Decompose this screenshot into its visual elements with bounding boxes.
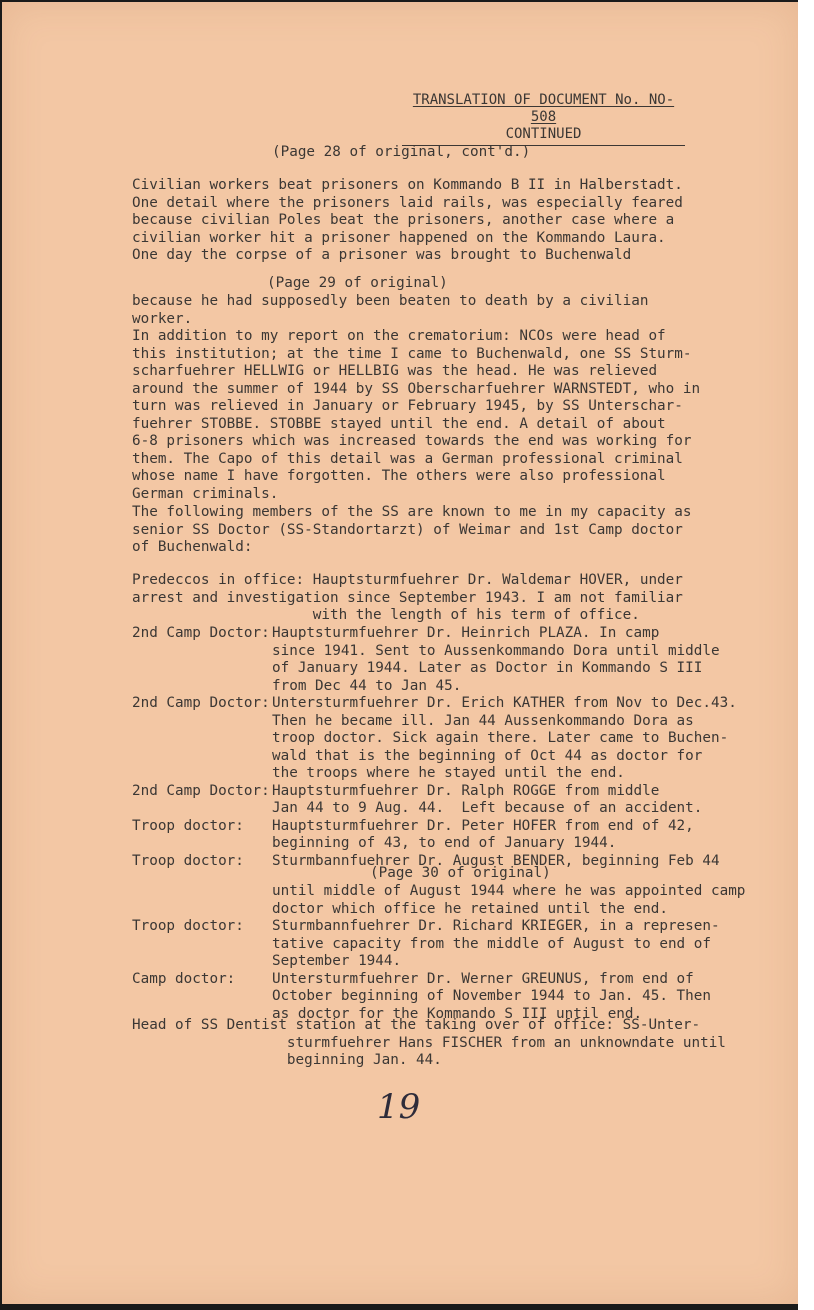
- role-label: Troop doctor:: [132, 918, 244, 934]
- text-line: 6-8 prisoners which was increased towards the end was working for: [132, 433, 692, 449]
- predecessor-entry: [132, 572, 683, 625]
- role-description: Sturmbannfuehrer Dr. Richard KRIEGER, in a represen-: [272, 918, 720, 934]
- handwritten-page-number: 19: [377, 1087, 421, 1127]
- role-description: wald that is the beginning of Oct 44 as doctor for: [272, 747, 703, 764]
- document-header: [402, 92, 685, 146]
- role-description: October beginning of November 1944 to Jan. 45. Then: [272, 988, 711, 1004]
- role-description: until middle of August 1944 where he was appointed camp: [272, 883, 746, 899]
- role-description: September 1944.: [272, 953, 402, 969]
- text-line: of Buchenwald:: [132, 539, 253, 555]
- role-label: 2nd Camp Doctor:: [132, 695, 270, 711]
- text-line: In addition to my report on the crematorium: NCOs were head of: [132, 328, 666, 344]
- text-line: because he had supposedly been beaten to death by a civilian: [132, 293, 649, 309]
- role-description: Untersturmfuehrer Dr. Werner GREUNUS, from end of: [272, 970, 694, 987]
- role-description: tative capacity from the middle of August to end of: [272, 935, 711, 952]
- paragraph-2: [132, 293, 700, 503]
- text-line: worker.: [132, 310, 193, 327]
- text-line: around the summer of 1944 by SS Oberscharfuehrer WARNSTEDT, who in: [132, 380, 701, 397]
- text-line: Civilian workers beat prisoners on Kommando B II in Halberstadt.: [132, 177, 683, 193]
- text-line: One day the corpse of a prisoner was brought to Buchenwald: [132, 247, 632, 263]
- paragraph-3: [132, 504, 691, 557]
- text-line: senior SS Doctor (SS-Standortarzt) of Weimar and 1st Camp doctor: [132, 521, 683, 538]
- text-line: whose name I have forgotten. The others were also professional: [132, 468, 666, 484]
- role-label: Camp doctor:: [132, 970, 236, 987]
- role-description: Sturmbannfuehrer Dr. August BENDER, beginning Feb 44: [272, 852, 720, 869]
- text-line: One detail where the prisoners laid rails, was especially feared: [132, 194, 683, 211]
- role-label: Troop doctor:: [132, 817, 244, 834]
- role-description: doctor which office he retained until the end.: [272, 900, 668, 917]
- role-description: Hauptsturmfuehrer Dr. Ralph ROGGE from middle: [272, 782, 660, 799]
- dentist-entry: [132, 1017, 726, 1070]
- role-label: Troop doctor:: [132, 852, 244, 869]
- text-line: The following members of the SS are known to me in my capacity as: [132, 504, 692, 520]
- text-line: Predeccos in office: Hauptsturmfuehrer Dr. Waldemar HOVER, under: [132, 572, 683, 588]
- role-label: 2nd Camp Doctor:: [132, 782, 270, 799]
- role-description: Hauptsturmfuehrer Dr. Peter HOFER from end of 42,: [272, 817, 694, 834]
- text-line: beginning Jan. 44.: [132, 1052, 442, 1068]
- text-line: turn was relieved in January or February 1945, by SS Unterschar-: [132, 398, 683, 414]
- role-description: Hauptsturmfuehrer Dr. Heinrich PLAZA. In camp: [272, 625, 660, 641]
- role-description: the troops where he stayed until the end.: [272, 765, 625, 781]
- text-line: civilian worker hit a prisoner happened on the Kommando Laura.: [132, 229, 666, 246]
- document-page: [2, 2, 798, 1304]
- text-line: scharfuehrer HELLWIG or HELLBIG was the head. He was relieved: [132, 363, 658, 379]
- role-description: of January 1944. Later as Doctor in Kommando S III: [272, 660, 703, 676]
- text-line: them. The Capo of this detail was a German professional criminal: [132, 450, 683, 467]
- page-marker-28: (Page 28 of original, cont'd.): [272, 144, 531, 160]
- role-description: from Dec 44 to Jan 45.: [272, 677, 462, 694]
- document-title: TRANSLATION OF DOCUMENT No. NO-508: [412, 92, 675, 125]
- role-description: beginning of 43, to end of January 1944.: [272, 835, 617, 851]
- page-marker-30: (Page 30 of original): [370, 865, 551, 881]
- text-line: sturmfuehrer Hans FISCHER from an unknowndate until: [132, 1034, 726, 1051]
- text-line: because civilian Poles beat the prisoners, another case where a: [132, 212, 675, 228]
- page-marker-29: (Page 29 of original): [267, 275, 448, 291]
- text-line: German criminals.: [132, 485, 279, 502]
- role-description: Untersturmfuehrer Dr. Erich KATHER from Nov to Dec.43.: [272, 695, 737, 711]
- role-description: Then he became ill. Jan 44 Aussenkommando Dora as: [272, 712, 694, 729]
- text-line: this institution; at the time I came to Buchenwald, one SS Sturm-: [132, 345, 692, 362]
- text-line: Head of SS Dentist station at the taking over of office: SS-Unter-: [132, 1017, 701, 1033]
- role-description: since 1941. Sent to Aussenkommando Dora until middle: [272, 642, 720, 659]
- role-description: troop doctor. Sick again there. Later came to Buchen-: [272, 730, 729, 746]
- text-line: with the length of his term of office.: [132, 607, 640, 623]
- scan-edge-strip: [798, 0, 814, 1310]
- role-description: Jan 44 to 9 Aug. 44. Left because of an accident.: [272, 800, 703, 816]
- text-line: fuehrer STOBBE. STOBBE stayed until the end. A detail of about: [132, 415, 666, 432]
- role-label: 2nd Camp Doctor:: [132, 625, 270, 641]
- document-subtitle: CONTINUED: [505, 126, 582, 142]
- role-description: as doctor for the Kommando S III until end.: [272, 1005, 643, 1022]
- text-line: arrest and investigation since September 1943. I am not familiar: [132, 589, 683, 606]
- paragraph-1: [132, 177, 683, 265]
